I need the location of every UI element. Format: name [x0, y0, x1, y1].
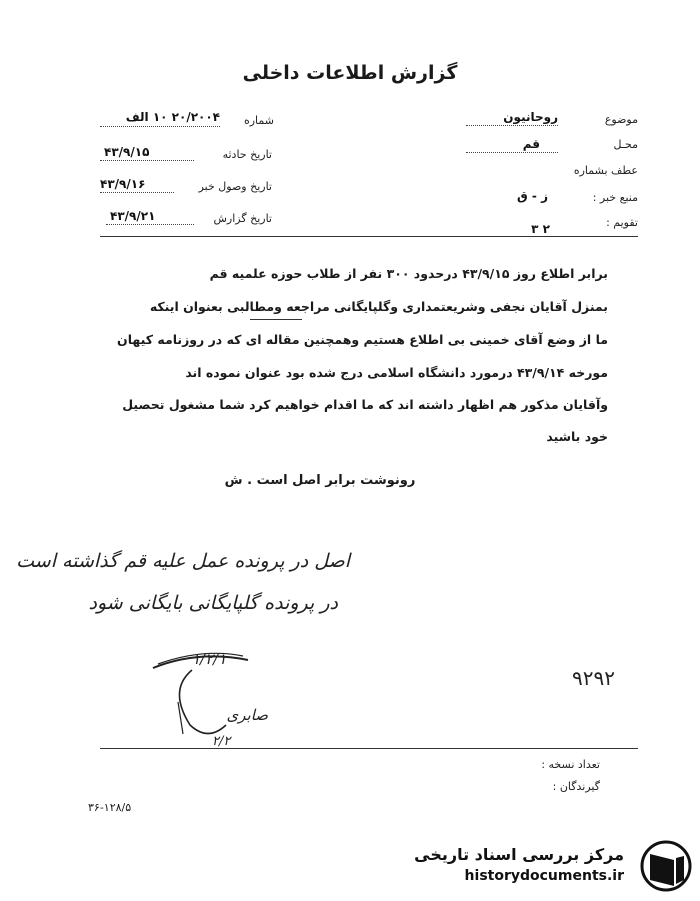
report-date-dots: [106, 223, 194, 225]
source-label: منبع خبر :: [592, 191, 638, 204]
incident-date-value: ۴۳/۹/۱۵: [104, 145, 150, 159]
body-line: بمنزل آقایان نجفی وشریعتمداری وگلپایگانی مراجعه ومطالبی بعنوان اینکه: [149, 299, 608, 314]
receipt-date-dots: [100, 191, 174, 193]
body-line: مورخه ۴۳/۹/۱۴ درمورد دانشگاه اسلامی درج شده بود عنوان نموده اند: [185, 365, 608, 380]
handwritten-strokes: [148, 630, 258, 750]
assessment-label: تقویم :: [606, 216, 638, 229]
subject-value: روحانیون: [503, 110, 558, 124]
handwritten-note: در پرونده گلپایگانی بایگانی شود: [88, 592, 338, 614]
reference-number: ۹۲۹۲: [572, 666, 615, 690]
location-value: قم: [522, 137, 540, 151]
reference-label: عطف بشماره: [573, 164, 638, 177]
number-dots: [100, 125, 220, 127]
body-line: وآقایان مذکور هم اظهار داشته اند که ما اقدام خواهیم کرد شما مشغول تحصیل: [122, 397, 608, 412]
report-date-value: ۴۳/۹/۲۱: [110, 209, 156, 223]
handwritten-small-note: ۲/۲: [212, 734, 231, 749]
copies-label: تعداد نسخه :: [541, 758, 600, 771]
handwritten-note: اصل در پرونده عمل علیه قم گذاشته است: [16, 550, 350, 572]
handwritten-signature: صابری: [226, 706, 268, 724]
location-dots: [466, 151, 558, 153]
incident-date-dots: [100, 159, 194, 161]
receipt-date-label: تاریخ وصول خبر: [198, 180, 272, 193]
footer-divider: [100, 748, 638, 749]
number-value: ۲۰/۲۰۰۴ ۱۰ الف: [125, 110, 220, 124]
assessment-value: ۲ ۳: [531, 222, 550, 236]
copy-statement: رونوشت برابر اصل است . ش: [224, 473, 416, 488]
incident-date-label: تاریخ حادثه: [222, 148, 272, 161]
header-divider: [100, 236, 638, 237]
receipt-date-value: ۴۳/۹/۱۶: [100, 177, 146, 191]
watermark-title: مرکز بررسی اسناد تاریخی: [414, 845, 624, 864]
number-label: شماره: [243, 114, 274, 127]
form-code: ۳۶-۱۲۸/۵: [88, 801, 132, 814]
source-value: ز - ق: [517, 189, 548, 203]
underline-mark: [250, 319, 302, 320]
body-line: خود باشید: [546, 429, 608, 444]
subject-dots: [466, 124, 558, 126]
document-title: گزارش اطلاعات داخلی: [242, 62, 458, 84]
subject-label: موضوع: [604, 113, 638, 126]
handwritten-date: ۱/۲/۱: [192, 650, 227, 668]
body-line: ما از وضع آقای خمینی بی اطلاع هستیم وهمچنین مقاله ای که در روزنامه کیهان: [117, 332, 608, 347]
watermark-url: historydocuments.ir: [464, 868, 624, 884]
body-line: برابر اطلاع روز ۴۳/۹/۱۵ درحدود ۳۰۰ نفر از طلاب حوزه علمیه قم: [209, 266, 608, 281]
location-label: محـل: [613, 138, 638, 151]
recipients-label: گیرندگان :: [552, 780, 600, 793]
report-date-label: تاریخ گزارش: [213, 212, 272, 225]
